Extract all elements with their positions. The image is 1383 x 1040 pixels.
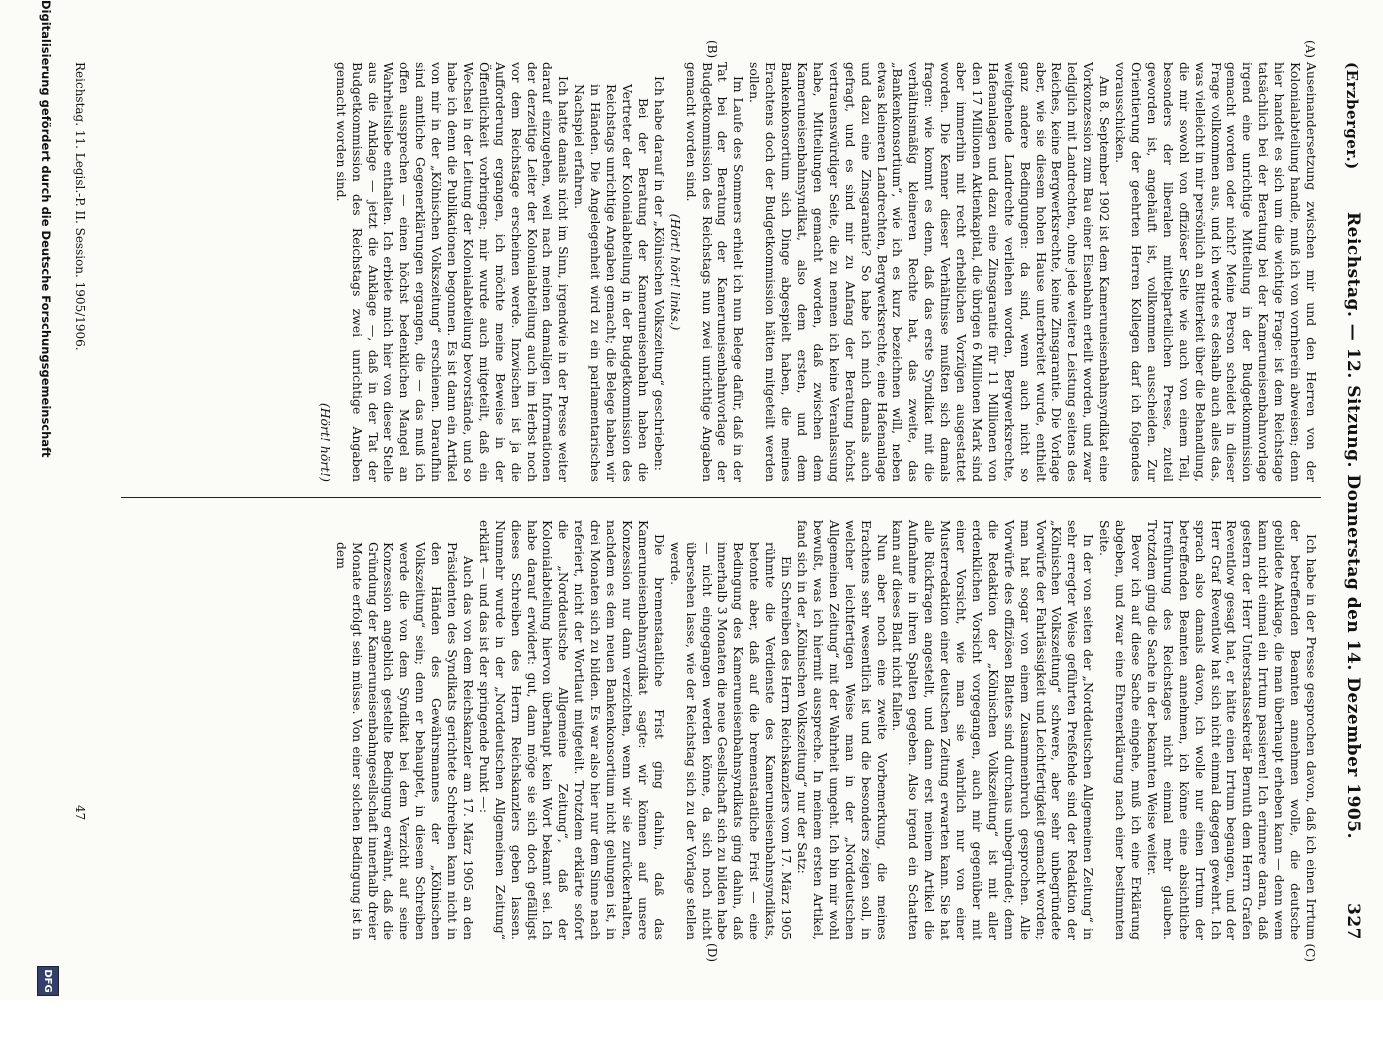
paragraph: Die bremenstaatliche Frist ging dahin, daß das Kameruneisenbahnsyndikat sagte: wir können auf unsere Konzession nur dann verzichten, wenn wir sie zurückerhalten, nachdem es dem neuen Bankenkonsortium nicht gelungen ist, in drei Monaten sich zu bilden. Es war also hier nur dem Sinne nach referiert, nicht der Wortlaut mitgeteilt. Trotzdem erklärte sofort die „Norddeutsche Allgemeine Zeitung“, daß der Kolonialabteilung hiervon überhaupt kein Wort bekannt sei. Ich habe darauf erwidert: gut, dann möge sie sich doch gefälligst dieses Schreiben des Herrn Reichskanzlers geben lassen. Nunmehr wurde in der „Norddeutschen Allgemeinen Zeitung“ erklärt — und das ist der springende Punkt —: [476,520,667,940]
dfg-logo: DFG [37,966,59,996]
footer-citation: Reichstag. 11. Legisl.-P. II. Session. 1905/1906. [73,62,87,351]
quotation: Bei der Beratung der Kameruneisenbahn haben die Vertreter der Kolonialabteilung in der Budgetkommission des Reichstags unrichtige Angaben gemacht; die Belege haben wir in Händen. Die Angelegenheit wird zu ein parlamentarisches Nachspiel erfahren. [572,84,651,482]
paragraph: Ich habe darauf in der „Kölnischen Volkszeitung“ geschrieben: [651,76,667,471]
margin-marker-d: (D) [705,943,719,962]
page-title: Reichstag. — 12. Sitzung. Donnerstag den 14. Dezember 1905. [1343,212,1363,839]
paragraph: Ich habe in der Presse gesprochen davon, daß ich einen Irrtum der betreffenden Beamten annehmen wolle, die deutsche gebildete Anklage, die man überhaupt erheben kann — denn wem kann nicht einmal ein Irrtum passieren! Ich erinnere daran, daß gestern der Herr Unterstaatssekretär Bernuth dem Herrn Grafen Reventlow gesagt hat, er hätte einen Irrtum begangen, und der Herr Graf Reventlow hat sich nicht einmal dagegen gewehrt. Ich sprach also damals davon, ich wolle nur einen Irrtum der betreffenden Beamten annehmen, ich könne eine absichtliche Irreführung des Reichstages nicht einmal mehr glauben. Trotzdem ging die Sache in der bekannten Weise weiter. [1144,520,1319,940]
paragraph: In der von seiten der „Norddeutschen Allgemeinen Zeitung“ in sehr erregter Weise geführten Preßfehde sind der Redaktion der „Kölnischen Volkszeitung“ schwere, aber sehr unbegründete Vorwürfe der Fahrlässigkeit und Leichtfertigkeit gemacht worden; man hat sogar von einem Zusammenbruch gesprochen. Alle Vorwürfe des offiziösen Blattes sind durchaus unbegründet; denn die Redaktion der „Kölnischen Volkszeitung“ ist mit aller erdenklichen Vorsicht vorgegangen, auch mir gegenüber mit einer Vorsicht, wie man sie wahrlich nur von einer Musterredaktion einer deutschen Zeitung erwarten kann. Sie hat alle Rückfragen angestellt, und dann erst meinem Artikel die Aufnahme in ihren Spalten gegeben. Also irgend ein Schatten kann auf dieses Blatt nicht fallen. [890,520,1097,940]
page-number: 327 [1343,903,1363,940]
paragraph: Bevor ich auf diese Sache eingehe, muß ich eine Erklärung abgeben, und zwar eine Ehrenerklärung nach einer bestimmten Seite. [1097,520,1145,940]
digitization-note [27,0,71,1040]
interjection: (Hört! hört! links.) [667,213,683,331]
quotation: Ein Schreiben des Herrn Reichskanzlers vom 17. März 1905 rühmte die Verdienste des Kameruneisenbahnsyndikats, betonte aber, daß auf die bremenstaatliche Frist — eine Bedingung des Kameruneisenbahnsyndikats ging dahin, daß innerhalb 3 Monaten die neue Gesellschaft sich zu bilden habe — nicht eingegangen werden könne, da sich noch nicht übersehen lasse, wie der Reichstag sich zu der Vorlage stellen werde. [667,542,795,940]
paragraph: Am 8. September 1902 ist dem Kameruneisenbahnsyndikat eine Vorkonzession zum Bau einer Eisenbahn erteilt worden, und zwar lediglich mit Landrechten, ohne jede weitere Leistung seitens des Reiches, keine Bergwerksrechte, keine Zinsgarantie. Die Vorlage aber, wie sie diesem hohen Hause unterbreitet wurde, enthielt ganz andere Bedingungen: da sind, wenn auch nicht so weitgehende Landrechte verliehen worden, Bergwerksrechte, Hafenanlagen und dazu eine Zinsgarantie für 11 Millionen von den 17 Millionen Aktienkapital, die übrigen 6 Millionen Mark sind aber immerhin mit recht erheblichen Vorzügen ausgestattet worden. Die Kenner dieser Verhältnisse mußten sich damals fragen: wie kommt es denn, daß das erste Syndikat mit die verhältnismäßig kleineren Rechte hat, das zweite, das „Bankenkonsortium“, wie ich es kurz bezeichnen will, neben etwas kleineren Landrechten, Bergwerksrechte, eine Hafenanlage und dazu eine Zinsgarantie? So habe ich mich damals auch gefragt, und es sind mir zu Anfang der Beratung höchst vertrauenswürdiger Seite, die zu nennen ich keine Veranlassung habe, Mitteilungen gemacht worden, daß zwischen dem Kameruneisenbahnsyndikat, also dem ersten, und dem Bankenkonsortium sich Dinge abgespielt haben, die meines Erachtens doch der Budgetkommission hätten mitgeteilt werden sollen. [747,62,1113,482]
speaker-name: (Erzberger.) [1343,62,1361,170]
paragraph: Im Laufe des Sommers erhielt ich nun Belege dafür, daß in der Tat bei der Beratung der Kameruneisenbahnvorlage der Budgetkommission des Reichstags nun zwei unrichtige Angaben gemacht worden sind. [683,62,747,482]
interjection: (Hört! hört!) [317,402,333,482]
quotation: Auch das von dem Reichskanzler am 17. März 1905 an den Präsidenten des Syndikats gerichtete Schreiben kann nicht in den Händen des Gewährsmannes der „Kölnischen Volkszeitung“ sein; denn er behauptet, in diesem Schreiben werde die von dem Syndikat bei dem Verzicht auf seine Konzession angeblich gestellte Bedingung erwähnt, daß die Gründung der Kameruneisenbahngesellschaft innerhalb dreier Monate erfolgt sein müsse. Von einer solchen Bedingung ist in dem [333,542,476,940]
digitization-text: Digitalisierung gefördert durch die Deutsche Forschungsgemeinschaft [39,0,53,458]
left-text-column [129,40,1319,482]
margin-marker-b: (B) [705,40,719,59]
paragraph: Ich hatte damals nicht im Sinn, irgendwie in der Presse weiter darauf einzugehen, weil nach meinen damaligen Informationen der derzeitige Leiter der Kolonialabteilung auch im Herbst noch vor dem Reichstage erscheinen werde. Inzwischen ist ja die Aufforderung ergangen, ich möchte meine Beweise in der Öffentlichkeit vorbringen; mir wurde auch mitgeteilt, daß ein Wechsel in der Leitung der Kolonialabteilung bevorstände, und so habe ich denn die Publikationen begonnen. Es ist dann ein Artikel von mir in der „Kölnischen Volkszeitung“ erschienen. Daraufhin sind amtliche Gegenerklärungen ergangen, die — das muß ich offen aussprechen — einen höchst bedenklichen Mangel an Wahrheitsliebe enthalten. Ich erbiete mich hier von dieser Stelle aus die Anklage — jetzt die Anklage —, daß in der Tat der Budgetkommission des Reichstags zwei unrichtige Angaben gemacht worden sind. [333,62,572,482]
sheet-number: 47 [73,805,87,821]
column-divider [121,497,1321,498]
page-header [1335,62,1365,940]
paragraph: Nun aber noch eine zweite Vorbemerkung, die meines Erachtens sehr wesentlich ist und die besonders zeigen soll, in welcher leichtfertigen Weise man in der „Norddeutschen Allgemeinen Zeitung“ mit der Wahrheit umgeht. Ich bin mir wohl bewußt, was ich hiermit ausspreche. In meinem ersten Artikel, fand sich in der „Kölnischen Volkszeitung“ nur der Satz: [795,520,890,940]
margin-marker-c: (C) [1303,943,1317,962]
paragraph: Auseinandersetzung zwischen mir und den Herren von der Kolonialabteilung handle, muß ich von vornherein abweisen; denn hier handelt es sich um die wichtige Frage: ist dem Reichstage tatsächlich bei der Beratung bei der Kameruneisenbahnvorlage irgend eine unrichtige Mitteilung in der Budgetkommission gemacht worden oder nicht? Meine Person scheidet in dieser Frage vollkommen aus, und ich werde es deshalb auch alles das, was vielleicht in mir persönlich an Bitterkeit über die Behandlung, die mir sowohl von offiziöser Seite wie auch von einem Teil, besonders der liberalen mittelparteilichen Presse, zuteil geworden ist, angehäuft ist, vollkommen ausscheiden. Zur Orientierung der geehrten Herren Kollegen darf ich folgendes vorausschicken. [1113,62,1319,482]
margin-marker-a: (A) [1303,40,1317,59]
right-text-column [129,520,1319,962]
